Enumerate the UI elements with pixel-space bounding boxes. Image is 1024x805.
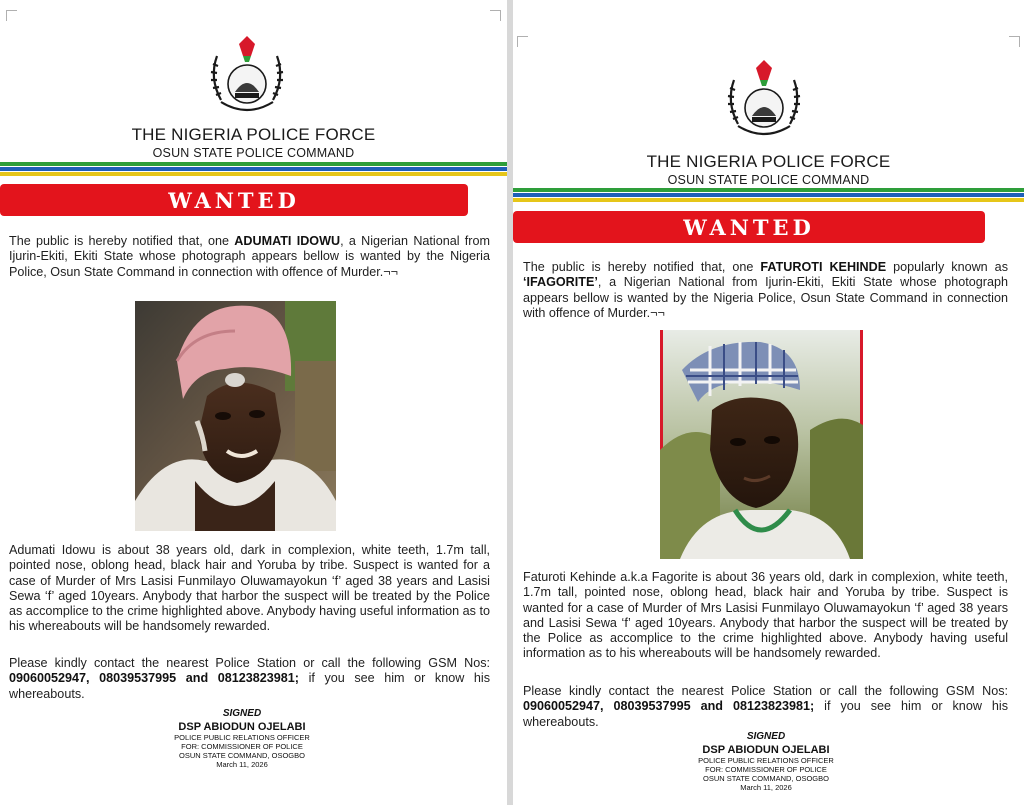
wanted-banner: WANTED <box>513 211 985 243</box>
gsm-numbers: 09060052947, 08039537995 and 08123823981; <box>523 699 815 714</box>
crop-mark <box>517 36 528 47</box>
signature-date: March 11, 2026 <box>216 760 268 769</box>
signatory-name: DSP ABIODUN OJELABI <box>702 744 830 756</box>
intro-text: The public is hereby notified that, one <box>9 234 235 248</box>
nigeria-police-crest-icon <box>205 34 289 118</box>
description-paragraph: Faturoti Kehinde a.k.a Fagorite is about 36 years old, dark in complexion, white teeth, 1.7m tall, pointed nose, oblong head, black hair and Yoruba by tribe. Suspect is wanted for a case of Murder of Mrs Lasisi Funmilayo Oluwamayokun ‘f’ aged 38 years and Lasisi Sewa ‘f’ aged 10years. Anybody that harbor the suspect will be treated by the Police as accomplice to the crime highlighted above. Anybody having useful information as to his whereabouts will be handsomely rewarded. <box>523 570 1008 661</box>
flag-stripes <box>0 162 507 176</box>
signatory-role: POLICE PUBLIC RELATIONS OFFICER <box>698 756 834 765</box>
signatory-command: OSUN STATE COMMAND, OSOGBO <box>703 774 829 783</box>
wanted-poster-adumati-idowu <box>0 0 507 805</box>
intro-text: , a Nigerian National from Ijurin-Ekiti, Ekiti State whose photograph appears bellow is wanted by the Nigeria Police, Osun State Command in connection with offence of Murder.¬¬ <box>9 234 490 279</box>
intro-text: The public is hereby notified that, one <box>523 260 761 274</box>
command-subtitle: OSUN STATE POLICE COMMAND <box>152 146 355 160</box>
signature-date: March 11, 2026 <box>740 783 792 792</box>
signatory-role: POLICE PUBLIC RELATIONS OFFICER <box>174 733 310 742</box>
signature-block <box>142 708 342 769</box>
wanted-banner: WANTED <box>0 184 468 216</box>
contact-text: Please kindly contact the nearest Police Station or call the following GSM Nos: <box>9 656 490 670</box>
contact-text: if you see him or know his whereabouts. <box>523 699 1008 729</box>
signed-label: SIGNED <box>746 731 786 742</box>
signed-label: SIGNED <box>222 708 262 719</box>
gsm-numbers: 09060052947, 08039537995 and 08123823981; <box>9 671 299 686</box>
suspect-alias: ‘IFAGORITE’ <box>523 275 598 290</box>
agency-title: THE NIGERIA POLICE FORCE <box>646 152 891 171</box>
crop-mark <box>490 10 501 21</box>
signatory-for: FOR: COMMISSIONER OF POLICE <box>181 742 303 751</box>
crop-mark <box>6 10 17 21</box>
contact-text: Please kindly contact the nearest Police Station or call the following GSM Nos: <box>523 684 1008 698</box>
suspect-name: FATUROTI KEHINDE <box>760 260 887 274</box>
signatory-command: OSUN STATE COMMAND, OSOGBO <box>179 751 305 760</box>
nigeria-police-crest-icon <box>722 58 806 142</box>
signature-block <box>666 731 866 792</box>
suspect-adumati-idowu-photo <box>135 301 336 531</box>
signatory-for: FOR: COMMISSIONER OF POLICE <box>705 765 827 774</box>
description-paragraph: Adumati Idowu is about 38 years old, dark in complexion, white teeth, 1.7m tall, pointed nose, oblong head, black hair and Yoruba by tribe. Suspect is wanted for a case of Murder of Mrs Lasisi Funmilayo Oluwamayokun ‘f’ aged 38 years and Lasisi Sewa ‘f’ aged 10years. Anybody that harbor the suspect will be treated by the Police as accomplice to the crime highlighted above. Anybody having useful information as to his whereabouts will be handsomely rewarded. <box>9 543 490 634</box>
flag-stripes <box>513 188 1024 202</box>
intro-paragraph <box>9 234 490 280</box>
agency-title: THE NIGERIA POLICE FORCE <box>131 125 376 144</box>
command-subtitle: OSUN STATE POLICE COMMAND <box>667 173 870 187</box>
contact-paragraph <box>523 684 1008 730</box>
intro-text: popularly known as <box>886 260 1008 274</box>
wanted-poster-faturoti-kehinde <box>513 0 1024 805</box>
crop-mark <box>1009 36 1020 47</box>
suspect-name: ADUMATI IDOWU <box>234 234 341 248</box>
suspect-faturoti-kehinde-photo <box>660 330 863 559</box>
signatory-name: DSP ABIODUN OJELABI <box>178 721 306 733</box>
intro-text: , a Nigerian National from Ijurin-Ekiti, Ekiti State whose photograph appears bellow is wanted by the Nigeria Police, Osun State Command in connection with offence of Murder.¬¬ <box>523 275 1008 320</box>
intro-paragraph <box>523 260 1008 321</box>
contact-text: if you see him or know his whereabouts. <box>9 671 490 701</box>
contact-paragraph <box>9 656 490 702</box>
